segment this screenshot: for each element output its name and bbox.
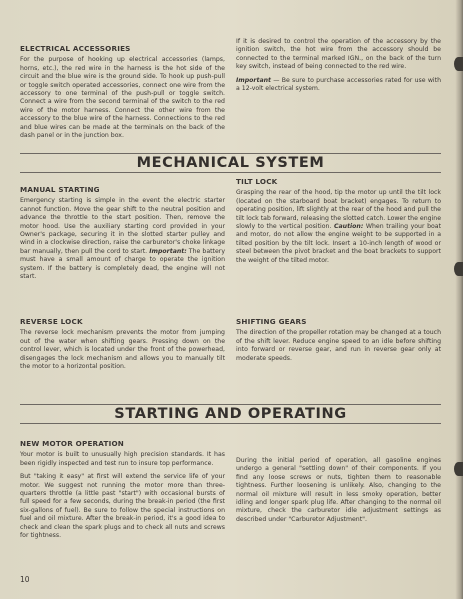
- page-number: 10: [20, 575, 30, 584]
- important-text: — Be sure to purchase accessories rated for use with a 12-volt electrical system.: [236, 76, 441, 93]
- shifting-gears-section: [236, 318, 441, 368]
- manual-starting-note: The battery must have a small amount of charge to operate the ignition system. If the battery is completely dead, the engine will not start.: [20, 247, 225, 281]
- binder-hole: [454, 462, 463, 476]
- reverse-lock-section: [20, 318, 225, 376]
- starting-operating-banner: [20, 404, 441, 424]
- new-motor-operation-left-column: [20, 440, 225, 545]
- starting-operating-title: STARTING AND OPERATING: [114, 406, 347, 422]
- page-edge-shadow: [455, 0, 463, 599]
- tilt-lock-note: When trailing your boat and motor, do not allow the engine weight to be supported in a tilted position by the tilt lock. Insert a 10-inch length of wood or steel between the pivot bracket and the boat brackets to support the weight of the tilted motor.: [236, 223, 441, 264]
- mechanical-system-title: MECHANICAL SYSTEM: [136, 155, 325, 171]
- reverse-lock-text: The reverse lock mechanism prevents the motor from jumping out of the water when shifting gears. Pressing down on the control lever, which is located under the front of the powerhead, disengages the lock mechanism and allows you to manually tilt the motor to a horizontal position.: [20, 329, 225, 371]
- binder-hole: [454, 262, 463, 276]
- shifting-gears-text: The direction of the propeller rotation may be changed at a touch of the shift lever. Reduce engine speed to an idle before shifting into forward or reverse gear, and run in reverse gear only at moderate speeds.: [236, 329, 441, 362]
- manual-starting-body: Emergency starting is simple in the event the electric starter cannot function. Move the gear shift to the neutral position and advance the throttle to the start position. Then, remove the motor hood. Use the auxiliary starting cord provided in your Owner's package, securing it in the slotted starter pulley and wind in a clockwise direction, raise the carburetor's choke linkage bar manually, then pull the cord to start.: [20, 197, 225, 255]
- reverse-lock-heading: REVERSE LOCK: [20, 317, 83, 326]
- mechanical-system-banner: [20, 153, 441, 173]
- electrical-right-column: [236, 38, 441, 98]
- important-label: Important:: [149, 247, 187, 255]
- tilt-lock-heading: TILT LOCK: [236, 177, 278, 186]
- tilt-lock-text: [236, 189, 441, 265]
- electrical-left-column: [20, 45, 225, 145]
- electrical-accessories-heading: ELECTRICAL ACCESSORIES: [20, 44, 131, 53]
- new-motor-paragraph-3: During the initial period of operation, all gasoline engines undergo a general "settling down" of their components. If you find any loose screws or nuts, tighten them to reasonable tightness. Further loosening is unlikely. Also, changing to the normal oil mixture will result in less smoky operation, better idling and longer spark plug life. After changing to the normal oil mixture, check the carburetor idle adjustment settings as described under "Carburetor Adjustment".: [236, 457, 441, 523]
- manual-starting-section: [20, 186, 225, 286]
- caution-label: Caution:: [333, 223, 364, 231]
- shifting-gears-heading: SHIFTING GEARS: [236, 317, 307, 326]
- manual-starting-text: [20, 197, 225, 281]
- electrical-paragraph-3: [236, 77, 441, 94]
- manual-starting-heading: MANUAL STARTING: [20, 185, 100, 194]
- tilt-lock-section: [236, 178, 441, 270]
- tilt-lock-body: Grasping the rear of the hood, tip the motor up until the tilt lock (located on the starboard boat bracket) engages. To return to operating position, lift slightly at the rear of the hood and pull the tilt lock tab forward, releasing the slotted catch. Lower the engine slowly to the vertical position.: [236, 189, 441, 231]
- new-motor-operation-heading: NEW MOTOR OPERATION: [20, 439, 124, 448]
- electrical-paragraph-2: If it is desired to control the operation of the accessory by the ignition switch, the hot wire from the accessory should be connected to the terminal marked IGN., on the back of the turn key switch, instead of being connected to the red wire.: [236, 38, 441, 71]
- binder-hole: [454, 57, 463, 71]
- new-motor-paragraph-1: Your motor is built to unusually high precision standards. It has been rigidly inspected and test run to insure top performance.: [20, 451, 225, 467]
- electrical-paragraph-1: For the purpose of hooking up electrical accessories (lamps, horns, etc.), the red wire in the harness is the hot side of the circuit and the blue wire is the ground side. To hook up push-pull or toggle switch operated accessories, connect one wire from the accessory to one terminal of the push-pull or toggle switch. Connect a wire from the second terminal of the switch to the red wire of the motor harness. Connect the other wire from the accessory to the blue wire of the harness. Connections to the red and blue wires can be made at the terminals on the back of the dash panel or in the junction box.: [20, 56, 225, 140]
- new-motor-paragraph-2: But "taking it easy" at first will extend the service life of your motor. We suggest not running the motor more than three-quarters throttle (a little past "start") with occasional bursts of full speed for a few seconds, during the break-in period (the first six-gallons of fuel). Be sure to follow the special instructions on fuel and oil mixture. After the break-in period, it's a good idea to check and clean the spark plugs and to check all nuts and screws for tightness.: [20, 473, 225, 540]
- new-motor-operation-right-column: [236, 457, 441, 529]
- important-label: Important: [236, 76, 271, 84]
